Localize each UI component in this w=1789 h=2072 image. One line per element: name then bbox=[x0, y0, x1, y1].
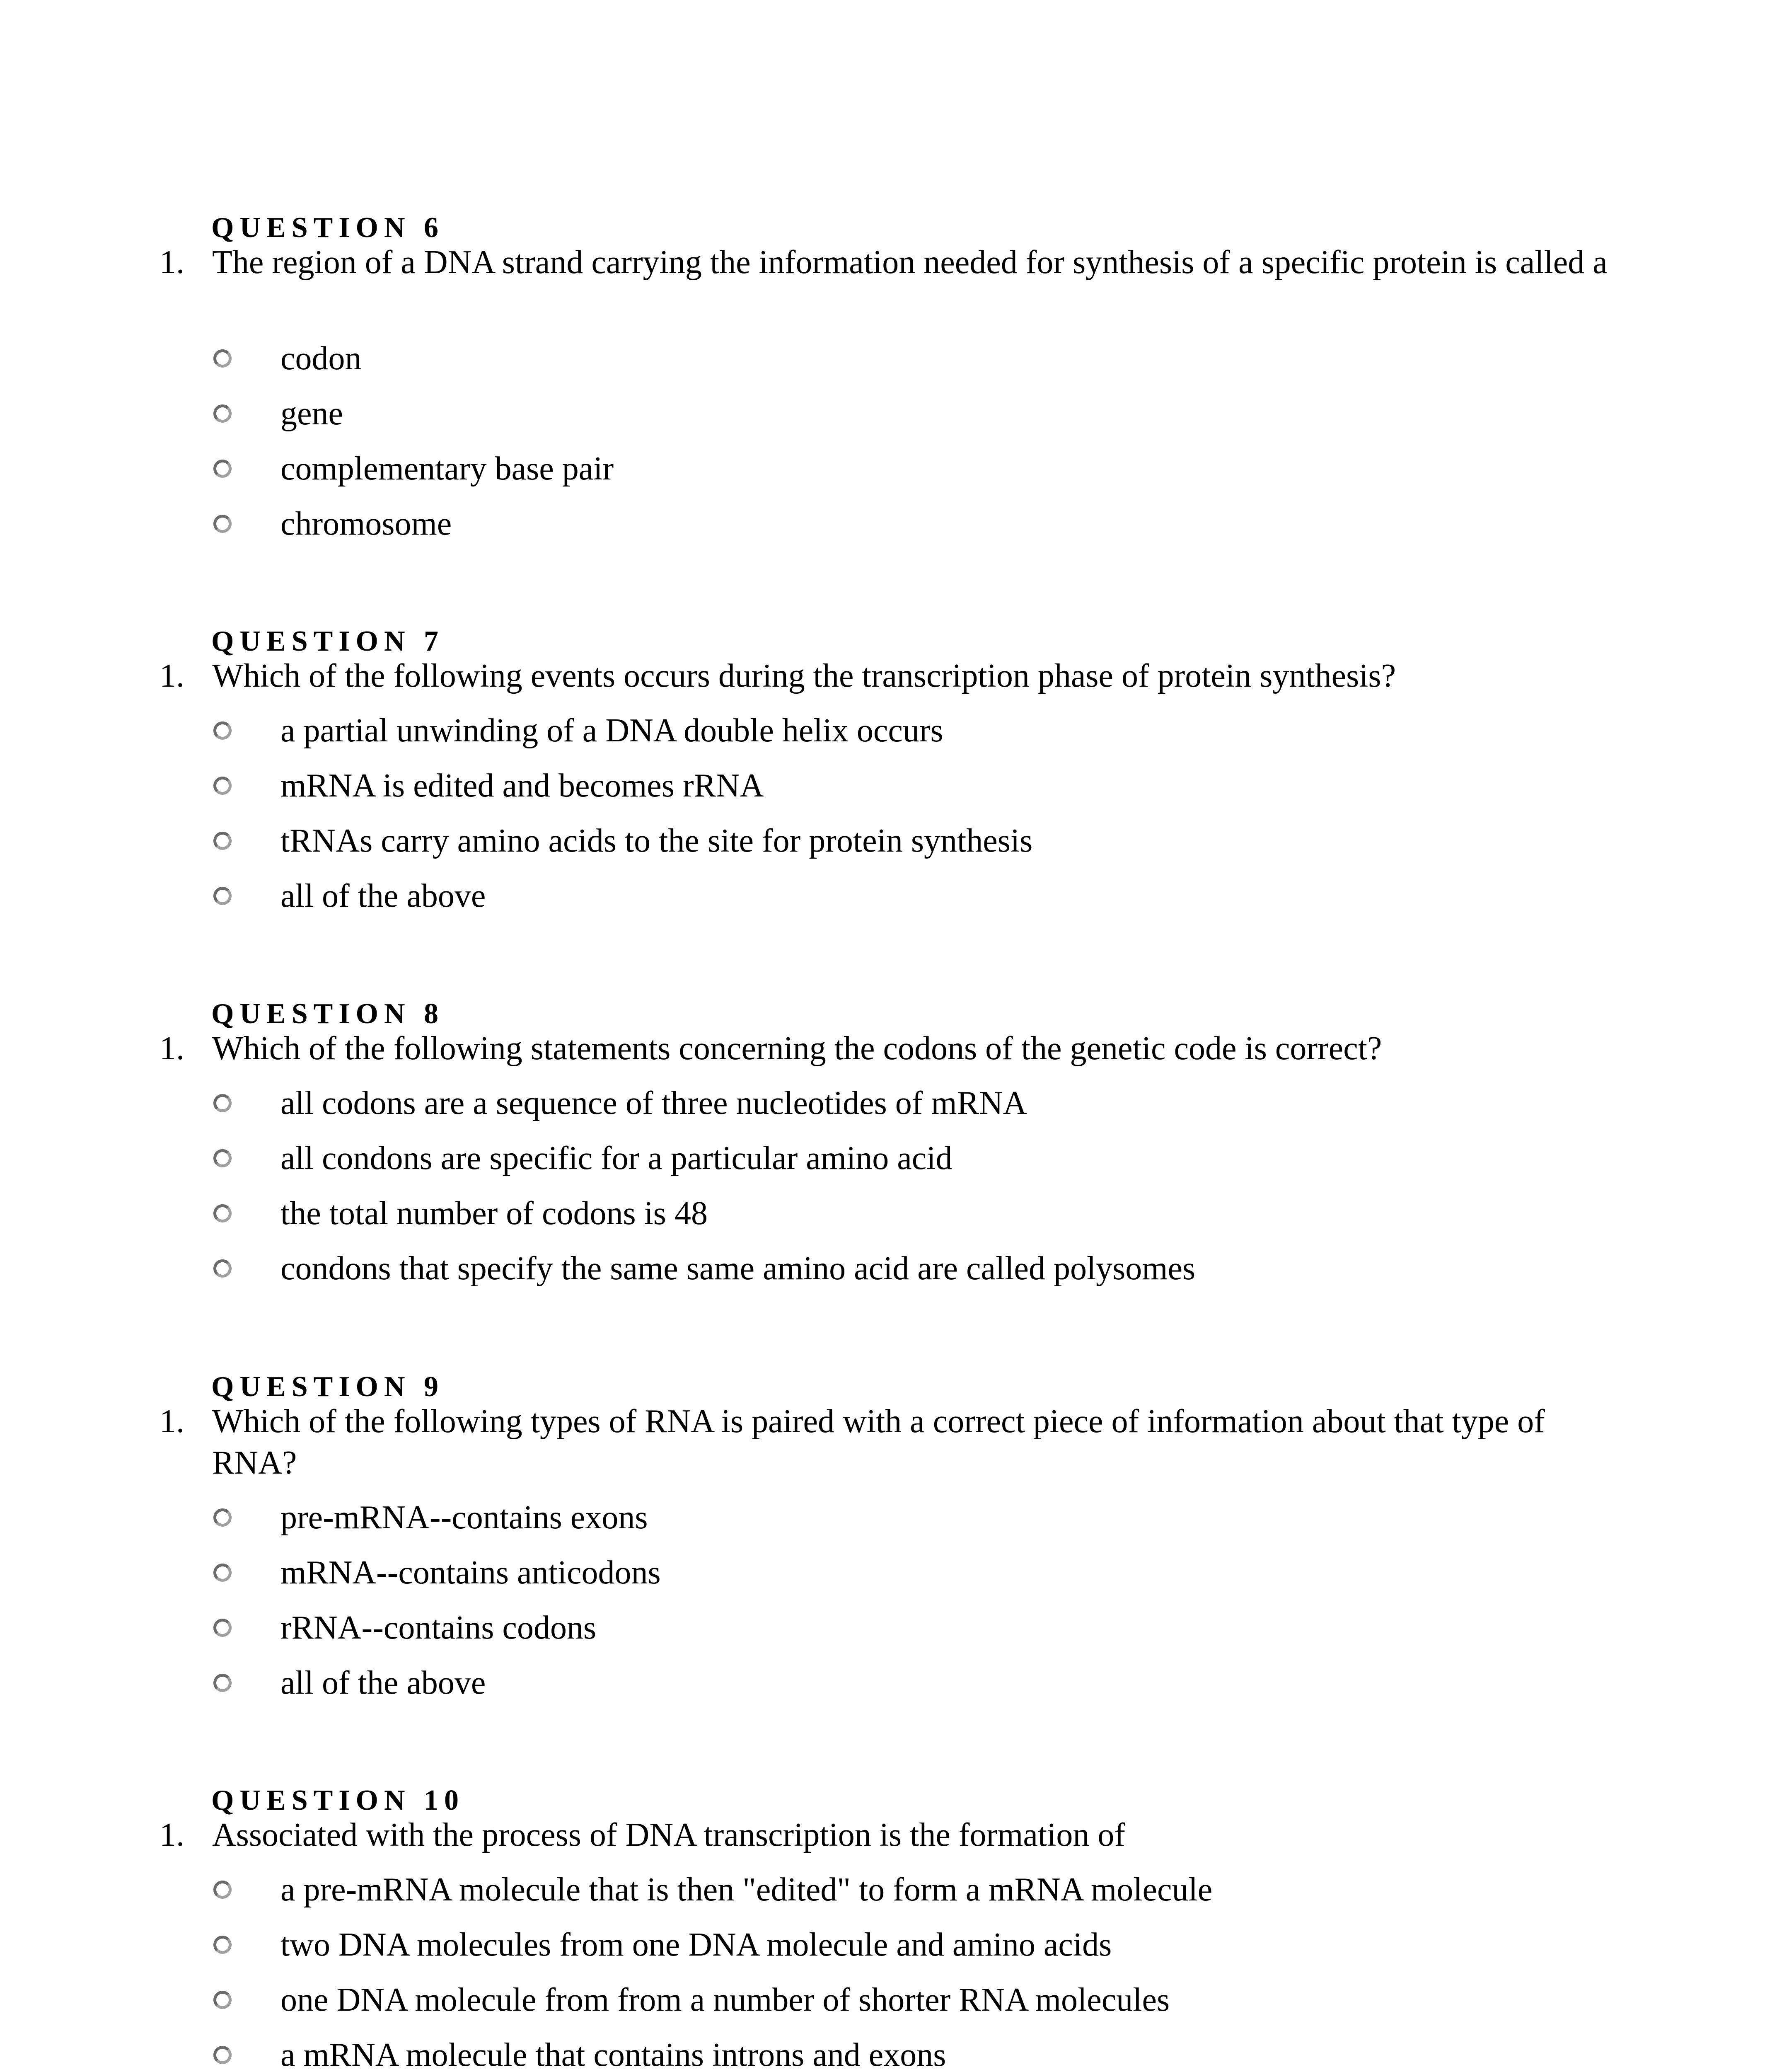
answer-option-label: the total number of codons is 48 bbox=[280, 1195, 708, 1232]
radio-button[interactable] bbox=[213, 887, 232, 905]
radio-button[interactable] bbox=[213, 2046, 232, 2064]
radio-button[interactable] bbox=[213, 832, 232, 850]
question-text: Associated with the process of DNA transcription is the formation of bbox=[212, 1817, 1125, 1853]
radio-button[interactable] bbox=[213, 460, 232, 478]
radio-button[interactable] bbox=[213, 1881, 232, 1899]
radio-button[interactable] bbox=[213, 1674, 232, 1692]
answer-option-label: codon bbox=[280, 340, 362, 377]
answer-option-label: all condons are specific for a particular amino acid bbox=[280, 1140, 953, 1176]
answer-option-label: all of the above bbox=[280, 1665, 486, 1701]
question-number: 1. bbox=[160, 1817, 184, 1853]
radio-button[interactable] bbox=[213, 1991, 232, 2009]
answer-option-label: mRNA is edited and becomes rRNA bbox=[280, 767, 764, 804]
radio-button[interactable] bbox=[213, 1204, 232, 1222]
question-heading: QUESTION 9 bbox=[211, 1371, 445, 1403]
question-text: Which of the following events occurs during the transcription phase of protein synthesis? bbox=[212, 658, 1396, 694]
radio-button[interactable] bbox=[213, 1094, 232, 1112]
answer-option-label: all of the above bbox=[280, 878, 486, 914]
question-number: 1. bbox=[160, 658, 184, 694]
radio-button[interactable] bbox=[213, 1149, 232, 1167]
radio-button[interactable] bbox=[213, 404, 232, 423]
answer-option-label: all codons are a sequence of three nucleotides of mRNA bbox=[280, 1085, 1027, 1121]
radio-button[interactable] bbox=[213, 1564, 232, 1582]
question-heading: QUESTION 6 bbox=[211, 212, 445, 244]
answer-option-label: complementary base pair bbox=[280, 450, 614, 487]
answer-option-label: mRNA--contains anticodons bbox=[280, 1554, 661, 1591]
question-heading: QUESTION 8 bbox=[211, 998, 445, 1030]
answer-option-label: chromosome bbox=[280, 506, 452, 542]
answer-option-label: one DNA molecule from from a number of shorter RNA molecules bbox=[280, 1982, 1170, 2018]
question-heading: QUESTION 7 bbox=[211, 625, 445, 657]
answer-option-label: a pre-mRNA molecule that is then "edited" to form a mRNA molecule bbox=[280, 1871, 1213, 1908]
radio-button[interactable] bbox=[213, 721, 232, 740]
radio-button[interactable] bbox=[213, 777, 232, 795]
question-number: 1. bbox=[160, 1403, 184, 1440]
question-text: Which of the following types of RNA is paired with a correct piece of information about that type of RNA? bbox=[212, 1403, 1545, 1481]
radio-button[interactable] bbox=[213, 515, 232, 533]
question-heading: QUESTION 10 bbox=[211, 1784, 465, 1816]
question-text: Which of the following statements concerning the codons of the genetic code is correct? bbox=[212, 1030, 1382, 1067]
answer-option-label: condons that specify the same same amino acid are called polysomes bbox=[280, 1250, 1196, 1287]
question-number: 1. bbox=[160, 1030, 184, 1067]
answer-option-label: a partial unwinding of a DNA double helix occurs bbox=[280, 712, 943, 749]
question-text: The region of a DNA strand carrying the information needed for synthesis of a specific protein is called a bbox=[212, 244, 1608, 281]
radio-button[interactable] bbox=[213, 1936, 232, 1954]
radio-button[interactable] bbox=[213, 349, 232, 368]
answer-option-label: pre-mRNA--contains exons bbox=[280, 1499, 648, 1536]
radio-button[interactable] bbox=[213, 1259, 232, 1278]
answer-option-label: rRNA--contains codons bbox=[280, 1610, 597, 1646]
question-number: 1. bbox=[160, 244, 184, 281]
answer-option-label: tRNAs carry amino acids to the site for protein synthesis bbox=[280, 823, 1033, 859]
answer-option-label: gene bbox=[280, 395, 343, 432]
answer-option-label: two DNA molecules from one DNA molecule and amino acids bbox=[280, 1927, 1112, 1963]
radio-button[interactable] bbox=[213, 1508, 232, 1527]
answer-option-label: a mRNA molecule that contains introns and exons bbox=[280, 2037, 946, 2072]
radio-button[interactable] bbox=[213, 1619, 232, 1637]
